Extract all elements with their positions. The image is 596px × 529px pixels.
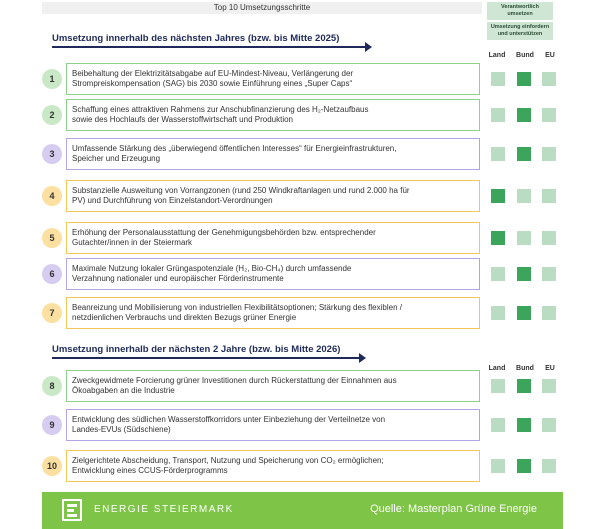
role-square-eu [542,231,556,245]
col-bund: Bund [516,52,534,59]
measure-description [66,450,480,482]
measure-row-3 [42,138,576,170]
role-square-bund [517,379,531,393]
role-square-bund [517,189,531,203]
measure-text-line-1: Entwicklung des südlichen Wasserstoffkorridors unter Einbeziehung der Verteilnetze von [72,415,386,424]
measure-text-line-2: Entwicklung eines CCUS-Förderprogramms [72,466,228,475]
measure-text-line-2: Landes-EVUs (Südschiene) [72,425,171,434]
measure-text-line-2: Ökoabgaben an die Industrie [72,386,175,395]
measure-text-line-1: Beibehaltung der Elektrizitätsabgabe auf EU-Mindest-Niveau, Verlängerung der [72,69,354,78]
measure-number-badge: 7 [42,303,62,323]
role-square-bund [517,147,531,161]
role-square-bund [517,108,531,122]
col-bund: Bund [516,365,534,372]
role-square-eu [542,267,556,281]
brand-name: ENERGIE STEIERMARK [94,504,234,515]
measure-text-line-2: Verzahnung nationaler und europäischer Förderinstrumente [72,274,284,283]
role-square-eu [542,306,556,320]
measure-number-badge: 6 [42,264,62,284]
measure-text-line-1: Zweckgewidmete Forcierung grüner Investitionen durch Rückerstattung der Einnahmen aus [72,376,397,385]
role-square-land [491,459,505,473]
role-square-bund [517,418,531,432]
section-2-title: Umsetzung innerhalb der nächsten 2 Jahre (bzw. bis Mitte 2026) [52,344,341,355]
measure-text-line-1: Umfassende Stärkung des „überwiegend öffentlichen Interesses“ für Energieinfrastrukturen, [72,144,397,153]
role-square-bund [517,459,531,473]
role-square-eu [542,459,556,473]
measure-row-10 [42,450,576,482]
measure-text-line-2: Gutachter/innen in der Steiermark [72,238,193,247]
role-square-bund [517,267,531,281]
col-eu: EU [545,365,555,372]
role-square-land [491,108,505,122]
measure-number-badge: 3 [42,144,62,164]
col-land: Land [488,52,506,59]
section-1-arrow [52,46,366,48]
measure-row-8 [42,370,576,402]
energie-steiermark-logo-icon [62,499,82,521]
measure-description [66,180,480,212]
measure-description [66,409,480,441]
measure-text-line-1: Maximale Nutzung lokaler Grüngaspotenziale (H₂, Bio-CH₄) durch umfassende [72,264,352,273]
role-square-eu [542,418,556,432]
measure-description [66,222,480,254]
role-square-eu [542,108,556,122]
measure-text-line-2: netzdienlichen Verbrauchs und direkten Bezugs grüner Energie [72,313,297,322]
measure-description [66,63,480,95]
role-square-bund [517,72,531,86]
col-eu: EU [545,52,555,59]
role-square-land [491,147,505,161]
role-square-eu [542,147,556,161]
role-square-land [491,306,505,320]
measure-row-9 [42,409,576,441]
role-square-bund [517,306,531,320]
measure-description [66,370,480,402]
measure-description [66,99,480,131]
source-note: Quelle: Masterplan Grüne Energie [370,503,537,515]
measure-number-badge: 8 [42,376,62,396]
measure-text-line-1: Zielgerichtete Abscheidung, Transport, Nutzung und Speicherung von CO₂ ermöglichen; [72,456,384,465]
measure-row-4 [42,180,576,212]
measure-number-badge: 9 [42,415,62,435]
role-square-land [491,267,505,281]
measure-row-7 [42,297,576,329]
measure-description [66,138,480,170]
measure-text-line-2: sowie des Hochlaufs der Wasserstoffwirtschaft und Produktion [72,115,293,124]
role-square-land [491,189,505,203]
role-square-land [491,72,505,86]
role-square-land [491,379,505,393]
measure-text-line-2: Speicher und Erzeugung [72,154,161,163]
measure-text-line-1: Schaffung eines attraktiven Rahmens zur Anschubfinanzierung des H₂-Netzaufbaus [72,105,369,114]
measure-text-line-2: Strompreiskompensation (SAG) bis 2030 sowie Einführung eines „Super Caps“ [72,79,353,88]
measure-text-line-1: Erhöhung der Personalausstattung der Genehmigungsbehörden bzw. entsprechender [72,228,376,237]
measure-row-2 [42,99,576,131]
role-square-land [491,418,505,432]
footer-banner [42,492,563,529]
measure-number-badge: 5 [42,228,62,248]
measure-number-badge: 1 [42,69,62,89]
measure-number-badge: 10 [42,456,62,476]
section-1-title: Umsetzung innerhalb des nächsten Jahres (bzw. bis Mitte 2025) [52,33,340,44]
measure-description [66,258,480,290]
measure-row-1 [42,63,576,95]
role-square-eu [542,189,556,203]
legend-demand-support: Umsetzung einfordern und unterstützen [487,22,553,40]
measure-number-badge: 4 [42,186,62,206]
role-square-eu [542,72,556,86]
role-square-eu [542,379,556,393]
role-square-land [491,231,505,245]
role-square-bund [517,231,531,245]
measure-number-badge: 2 [42,105,62,125]
measure-text-line-1: Beanreizung und Mobilisierung von industriellen Flexibilitätsoptionen; Stärkung des flexiblen / [72,303,402,312]
measure-row-6 [42,258,576,290]
page-title: Top 10 Umsetzungsschritte [42,2,482,14]
col-land: Land [488,365,506,372]
section-2-arrow [52,357,360,359]
legend-responsible: Verantwortlich umsetzen [487,2,553,20]
measure-text-line-2: PV) und Durchführung von Einzelstandort-Verordnungen [72,196,273,205]
measure-text-line-1: Substanzielle Ausweitung von Vorrangzonen (rund 250 Windkraftanlagen und rund 2.000 ha für [72,186,410,195]
measure-row-5 [42,222,576,254]
measure-description [66,297,480,329]
